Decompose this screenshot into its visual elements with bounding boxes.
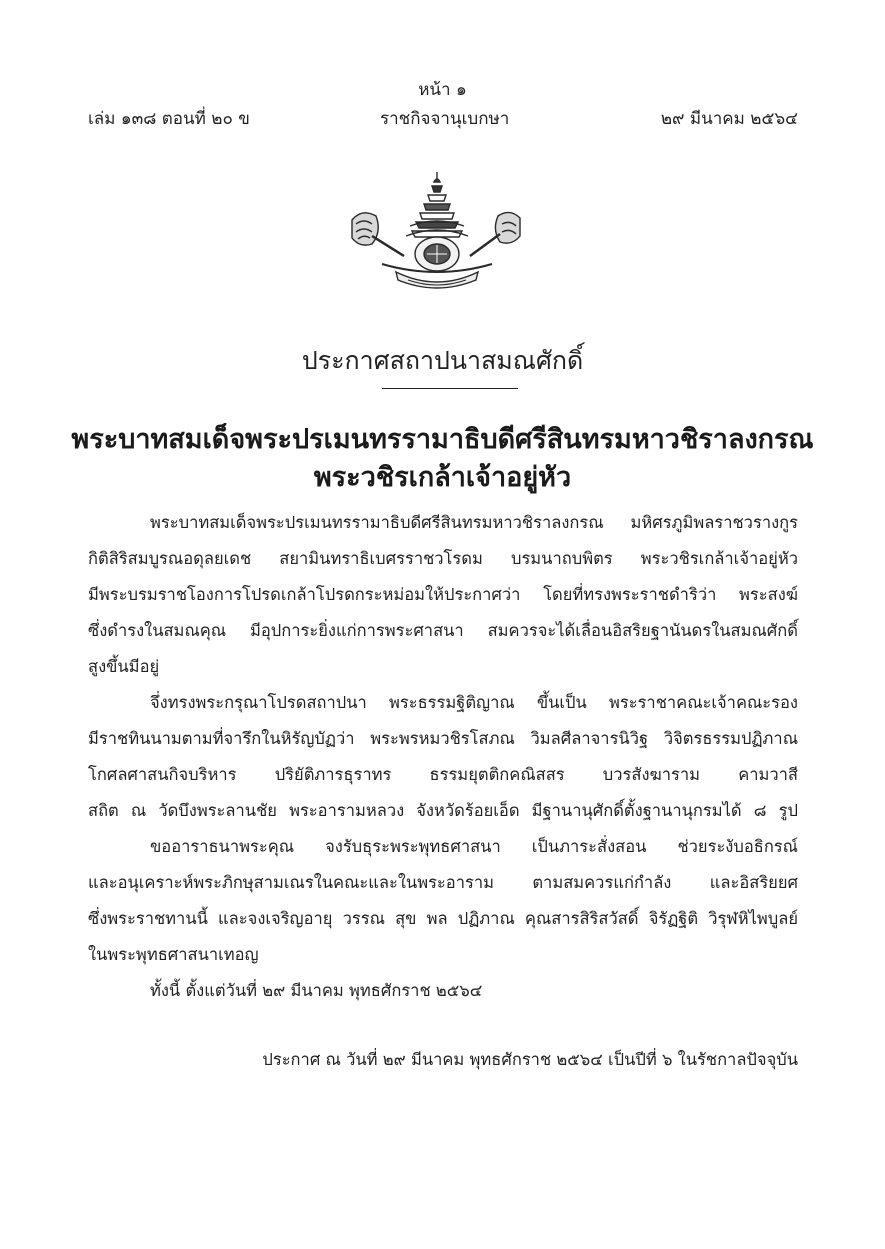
text-segment: ปริยัติภารธุราทร bbox=[274, 765, 392, 784]
text-segment: พล bbox=[426, 909, 448, 928]
text-segment: พระพรหมวชิรโสภณ bbox=[370, 729, 515, 748]
text-segment: จงรับธุระพระพุทธศาสนา bbox=[325, 837, 501, 856]
paragraph-2-line bbox=[88, 763, 798, 787]
text-segment: มหิศรภูมิพลราชวรางกูร bbox=[630, 513, 798, 532]
title-underline bbox=[382, 388, 518, 389]
paragraph-1-line bbox=[88, 619, 798, 643]
gazette-header bbox=[88, 105, 798, 129]
paragraph-1-line bbox=[88, 583, 798, 607]
text-segment: สุข bbox=[395, 909, 417, 928]
text-segment: และจงเจริญอายุ bbox=[218, 909, 333, 928]
text-segment: ซึ่งดำรงในสมณคุณ bbox=[88, 621, 227, 640]
text-segment: วรรณ bbox=[342, 909, 385, 928]
document-title: ประกาศสถาปนาสมณศักดิ์ bbox=[301, 346, 584, 375]
issuer-name-line-2: พระวชิรเกล้าเจ้าอยู่หัว bbox=[313, 462, 572, 493]
paragraph-3-line bbox=[88, 907, 798, 931]
proclamation-signoff: ประกาศ ณ วันที่ ๒๙ มีนาคม พุทธศักราช ๒๕๖๔ เป็นปีที่ ๖ ในรัชกาลปัจจุบัน bbox=[262, 1050, 798, 1069]
text-segment: สูงขึ้นมีอยู่ bbox=[88, 657, 160, 676]
text-segment: สมควรจะได้เลื่อนอิสริยฐานันดรในสมณศักดิ์ bbox=[487, 621, 798, 640]
page-number: หน้า ๑ bbox=[418, 80, 467, 100]
text-segment: โกศลศาสนกิจบริหาร bbox=[88, 765, 237, 784]
text-segment: ณ bbox=[130, 801, 147, 820]
paragraph-3-line bbox=[88, 943, 798, 967]
paragraph-1-line bbox=[150, 511, 798, 535]
text-segment: ขออาราธนาพระคุณ bbox=[150, 837, 295, 856]
text-segment: และอนุเคราะห์พระภิกษุสามเณรในคณะและในพระอาราม bbox=[88, 873, 494, 892]
gazette-date: ๒๙ มีนาคม ๒๕๖๔ bbox=[660, 109, 798, 129]
text-segment: พระสงฆ์ bbox=[739, 585, 798, 604]
text-segment: วิมลศีลาจารนิวิฐ bbox=[530, 729, 649, 748]
text-segment: คามวาสี bbox=[738, 765, 798, 784]
text-segment: มีราชทินนามตามที่จารึกในหิรัญบัฏว่า bbox=[88, 729, 355, 748]
text-segment: ๘ bbox=[753, 801, 767, 820]
text-segment: ตามสมควรแก่กำลัง bbox=[532, 873, 672, 892]
paragraph-2-line bbox=[150, 691, 798, 715]
paragraph-1-line bbox=[88, 547, 798, 571]
text-segment: พระวชิรเกล้าเจ้าอยู่หัว bbox=[640, 549, 798, 568]
text-segment: จังหวัดร้อยเอ็ด bbox=[416, 801, 520, 820]
paragraph-1-line bbox=[88, 655, 798, 679]
text-segment: ซึ่งพระราชทานนี้ bbox=[88, 909, 208, 928]
text-segment: มีฐานานุศักดิ์ตั้งฐานานุกรมได้ bbox=[531, 801, 742, 820]
paragraph-2-line bbox=[88, 799, 798, 823]
text-segment: พระบาทสมเด็จพระปรเมนทรรามาธิบดีศรีสินทรมหาวชิราลงกรณ bbox=[150, 513, 604, 532]
text-segment: วิจิตรธรรมปฏิภาณ bbox=[663, 729, 798, 748]
text-segment: ปฏิภาณ bbox=[457, 909, 515, 928]
paragraph-2-line bbox=[88, 727, 798, 751]
text-segment: เป็นภาระสั่งสอน bbox=[531, 837, 647, 856]
volume-issue: เล่ม ๑๓๘ ตอนที่ ๒๐ ข bbox=[88, 109, 250, 129]
text-segment: พระราชาคณะเจ้าคณะรอง bbox=[608, 693, 798, 712]
issuer-name-line-1: พระบาทสมเด็จพระปรเมนทรรามาธิบดีศรีสินทรมหาวชิราลงกรณ bbox=[71, 424, 814, 455]
text-segment: มีพระบรมราชโองการโปรดเกล้าโปรดกระหม่อมให้ประกาศว่า bbox=[88, 585, 521, 604]
text-segment: กิติสิริสมบูรณอดุลยเดช bbox=[88, 549, 252, 568]
effective-date: ทั้งนี้ ตั้งแต่วันที่ ๒๙ มีนาคม พุทธศักราช ๒๕๖๔ bbox=[150, 981, 483, 1000]
text-segment: มีอุปการะยิ่งแก่การพระศาสนา bbox=[250, 621, 464, 640]
text-segment: คุณสารสิริสวัสดิ์ bbox=[524, 909, 639, 928]
text-segment: พระธรรมฐิติญาณ bbox=[388, 693, 515, 712]
text-segment: สยามินทราธิเบศรราชวโรดม bbox=[279, 549, 483, 568]
text-segment: ธรรมยุตติกคณิสสร bbox=[429, 765, 565, 784]
text-segment: สถิต bbox=[88, 801, 119, 820]
paragraph-3-line bbox=[150, 835, 798, 859]
gazette-name: ราชกิจจานุเบกษา bbox=[380, 109, 510, 129]
text-segment: วัดบึงพระลานชัย bbox=[158, 801, 277, 820]
text-segment: รูป bbox=[778, 801, 798, 820]
text-segment: จิรัฏฐิติ bbox=[648, 909, 699, 928]
text-segment: จึ่งทรงพระกรุณาโปรดสถาปนา bbox=[150, 693, 367, 712]
paragraph-3-line bbox=[88, 871, 798, 895]
text-segment: ในพระพุทธศาสนาเทอญ bbox=[88, 945, 259, 964]
text-segment: บรมนาถบพิตร bbox=[510, 549, 613, 568]
royal-emblem-icon bbox=[342, 168, 532, 290]
text-segment: ขึ้นเป็น bbox=[536, 693, 587, 712]
text-segment: พระอารามหลวง bbox=[289, 801, 405, 820]
text-segment: บวรสังฆาราม bbox=[602, 765, 701, 784]
text-segment: โดยที่ทรงพระราชดำริว่า bbox=[543, 585, 717, 604]
text-segment: วิรุฬหิไพบูลย์ bbox=[708, 909, 798, 928]
text-segment: และอิสริยยศ bbox=[709, 873, 798, 892]
text-segment: ช่วยระงับอธิกรณ์ bbox=[677, 837, 798, 856]
